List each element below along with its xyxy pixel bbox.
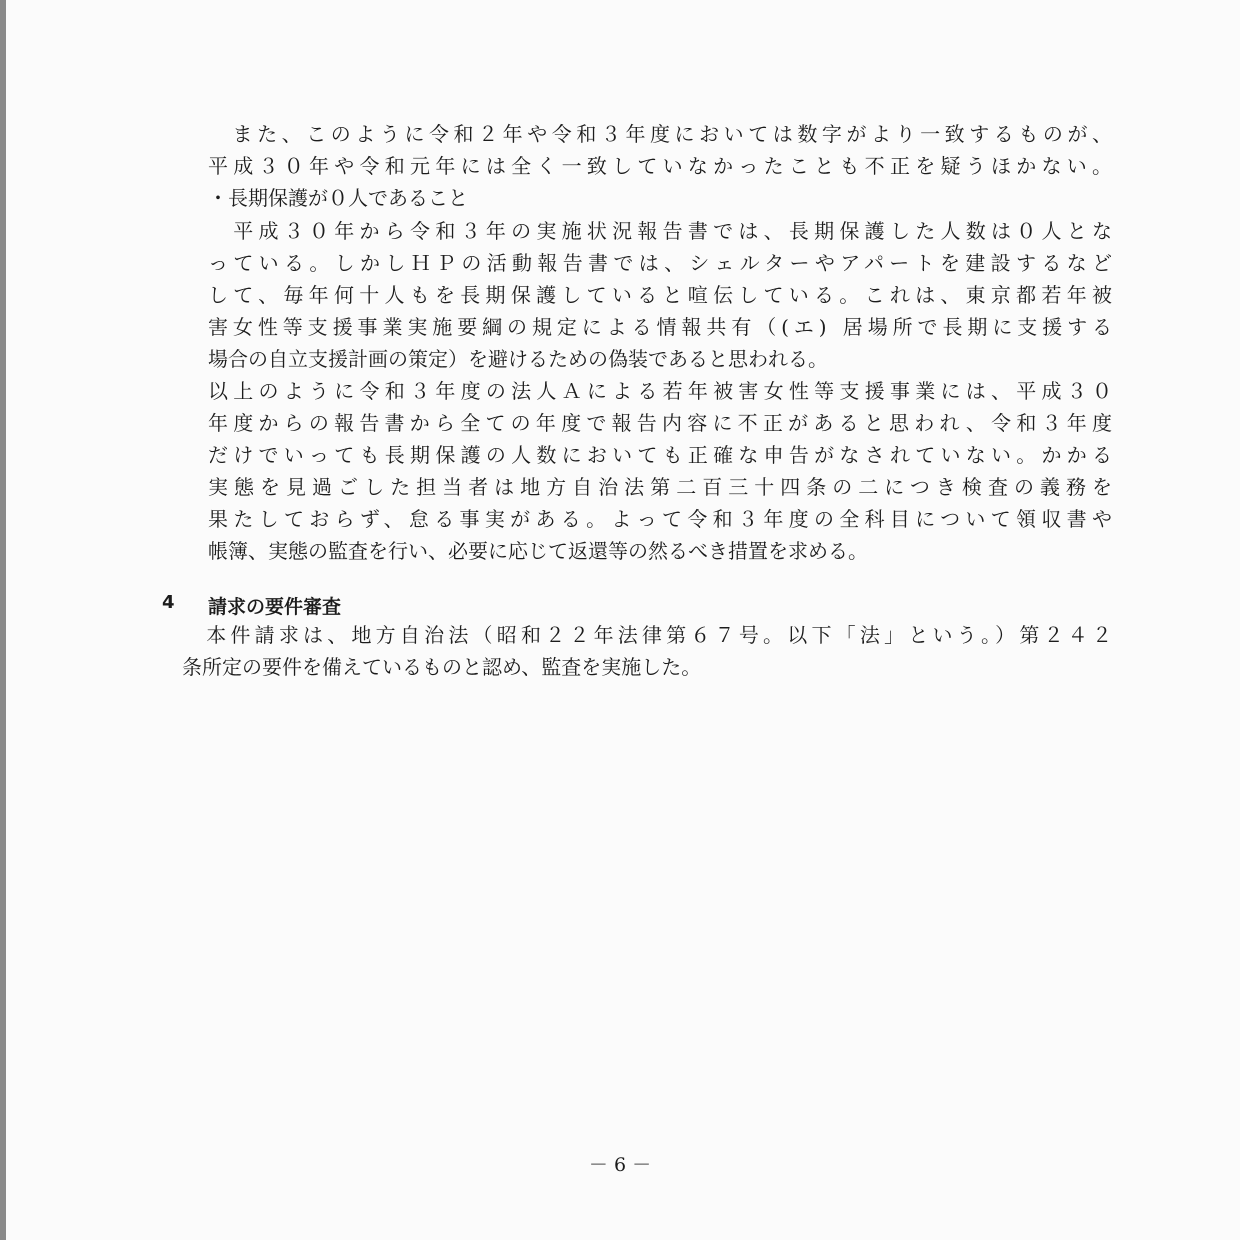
paragraph-line-9: 以上のように令和３年度の法人Ａによる若年被害女性等支援事業には、平成３０: [208, 379, 1118, 403]
scan-edge: [0, 0, 6, 1240]
section-title: 請求の要件審査: [208, 596, 342, 618]
paragraph-line-1: また、このように令和２年や令和３年度においては数字がより一致するものが、: [208, 122, 1117, 146]
paragraph-line-7: 害女性等支援事業実施要綱の規定による情報共有（(エ) 居場所で長期に支援する: [208, 315, 1117, 339]
section-number: 4: [162, 592, 175, 613]
paragraph-line-14: 帳簿、実態の監査を行い、必要に応じて返還等の然るべき措置を求める。: [208, 539, 868, 563]
paragraph-line-5: っている。しかしＨＰの活動報告書では、シェルターやアパートを建設するなど: [208, 251, 1118, 275]
paragraph-line-13: 果たしておらず、怠る事実がある。よって令和３年度の全科目について領収書や: [208, 507, 1118, 531]
bullet-heading: ・長期保護が０人であること: [208, 186, 468, 210]
paragraph-line-4: 平成３０年から令和３年の実施状況報告書では、長期保護した人数は０人とな: [208, 219, 1118, 243]
paragraph-line-11: だけでいっても長期保護の人数においても正確な申告がなされていない。かかる: [208, 443, 1118, 467]
section-line-1: 本件請求は、地方自治法（昭和２２年法律第６７号。以下「法」という。）第２４２: [182, 623, 1117, 647]
paragraph-line-12: 実態を見過ごした担当者は地方自治法第二百三十四条の二につき検査の義務を: [208, 475, 1119, 499]
section-line-2: 条所定の要件を備えているものと認め、監査を実施した。: [182, 655, 702, 679]
paragraph-line-2: 平成３０年や令和元年には全く一致していなかったことも不正を疑うほかない。: [208, 154, 1118, 178]
paragraph-line-10: 年度からの報告書から全ての年度で報告内容に不正があると思われ、令和３年度: [208, 411, 1118, 435]
paragraph-line-6: して、毎年何十人もを長期保護していると喧伝している。これは、東京都若年被: [208, 283, 1118, 307]
paragraph-line-8: 場合の自立支援計画の策定）を避けるための偽装であると思われる。: [208, 347, 828, 371]
page-number: － 6 －: [588, 1154, 652, 1176]
